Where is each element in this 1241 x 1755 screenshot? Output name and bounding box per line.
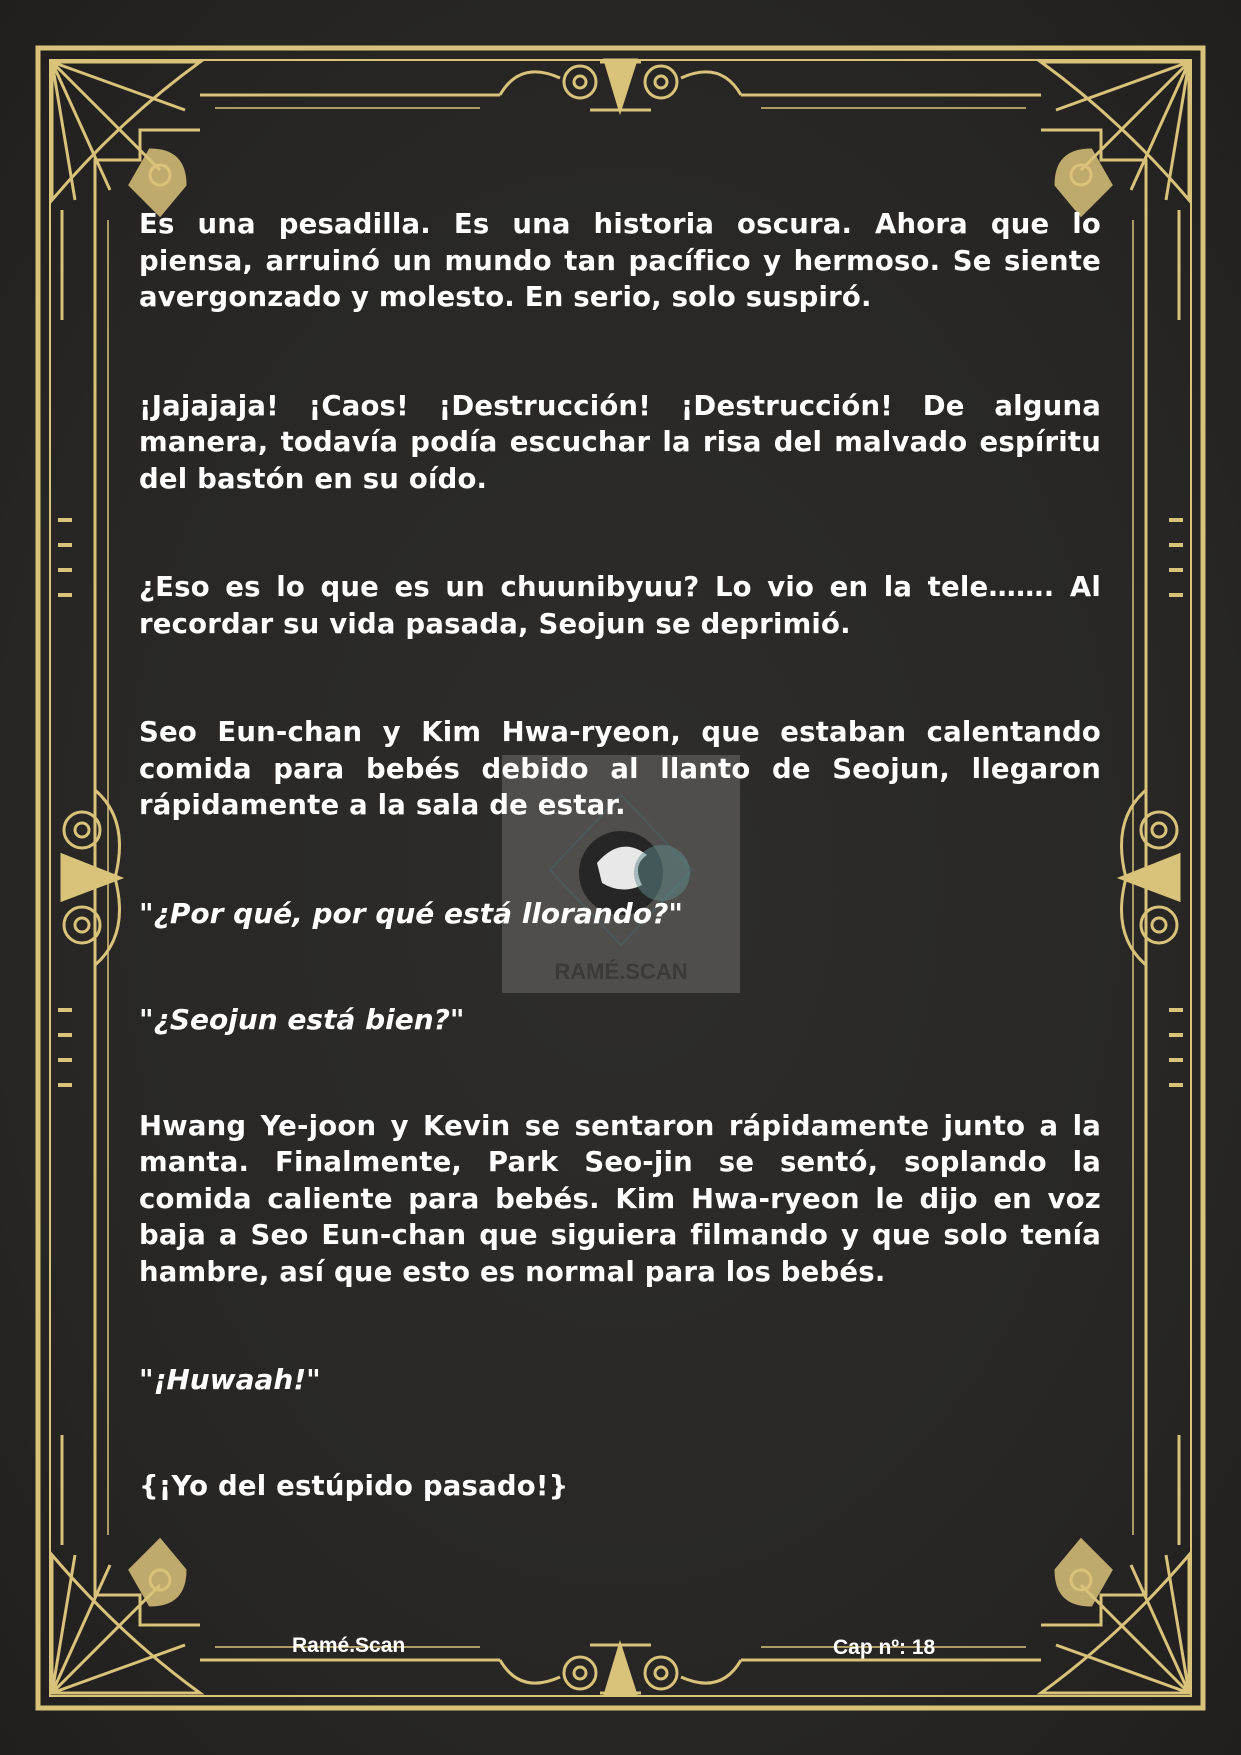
dialogue-2: "¿Seojun está bien?" — [139, 1002, 465, 1036]
footer-chapter-number: Cap nº: 18 — [833, 1636, 936, 1659]
dialogue-1: "¿Por qué, por qué está llorando?" — [139, 896, 683, 930]
thought-line: {¡Yo del estúpido pasado!} — [139, 1470, 569, 1502]
watermark-text: RAMÉ.SCAN — [554, 959, 688, 984]
footer-scan-name: Ramé.Scan — [292, 1634, 406, 1657]
paragraph-2: ¡Jajajaja! ¡Caos! ¡Destrucción! ¡Destrucción! De alguna manera, todavía podía escuchar la risa del malvado espíritu del bastón en su oído. — [139, 389, 1101, 495]
paragraph-1: Es una pesadilla. Es una historia oscura. Ahora que lo piensa, arruinó un mundo tan pacífico y hermoso. Se siente avergonzado y molesto. En serio, solo suspiró. — [139, 208, 1101, 313]
dialogue-3: "¡Huwaah!" — [139, 1363, 321, 1396]
paragraph-3: ¿Eso es lo que es un chuunibyuu? Lo vio en la tele……. Al recordar su vida pasada, Seojun se deprimió. — [139, 571, 1101, 640]
chapter-text — [139, 206, 1101, 1505]
paragraph-5: Hwang Ye-joon y Kevin se sentaron rápidamente junto a la manta. Finalmente, Park Seo-jin se sentó, soplando la comida caliente para bebés. Kim Hwa-ryeon le dijo en voz baja a Seo Eun-chan que siguiera filmando y que solo tenía hambre, así que esto es normal para los bebés. — [139, 1109, 1101, 1288]
paragraph-4: Seo Eun-chan y Kim Hwa-ryeon, que estaban calentando comida para bebés debido al llanto de Seojun, llegaron rápidamente a la sala de estar. — [139, 716, 1101, 821]
